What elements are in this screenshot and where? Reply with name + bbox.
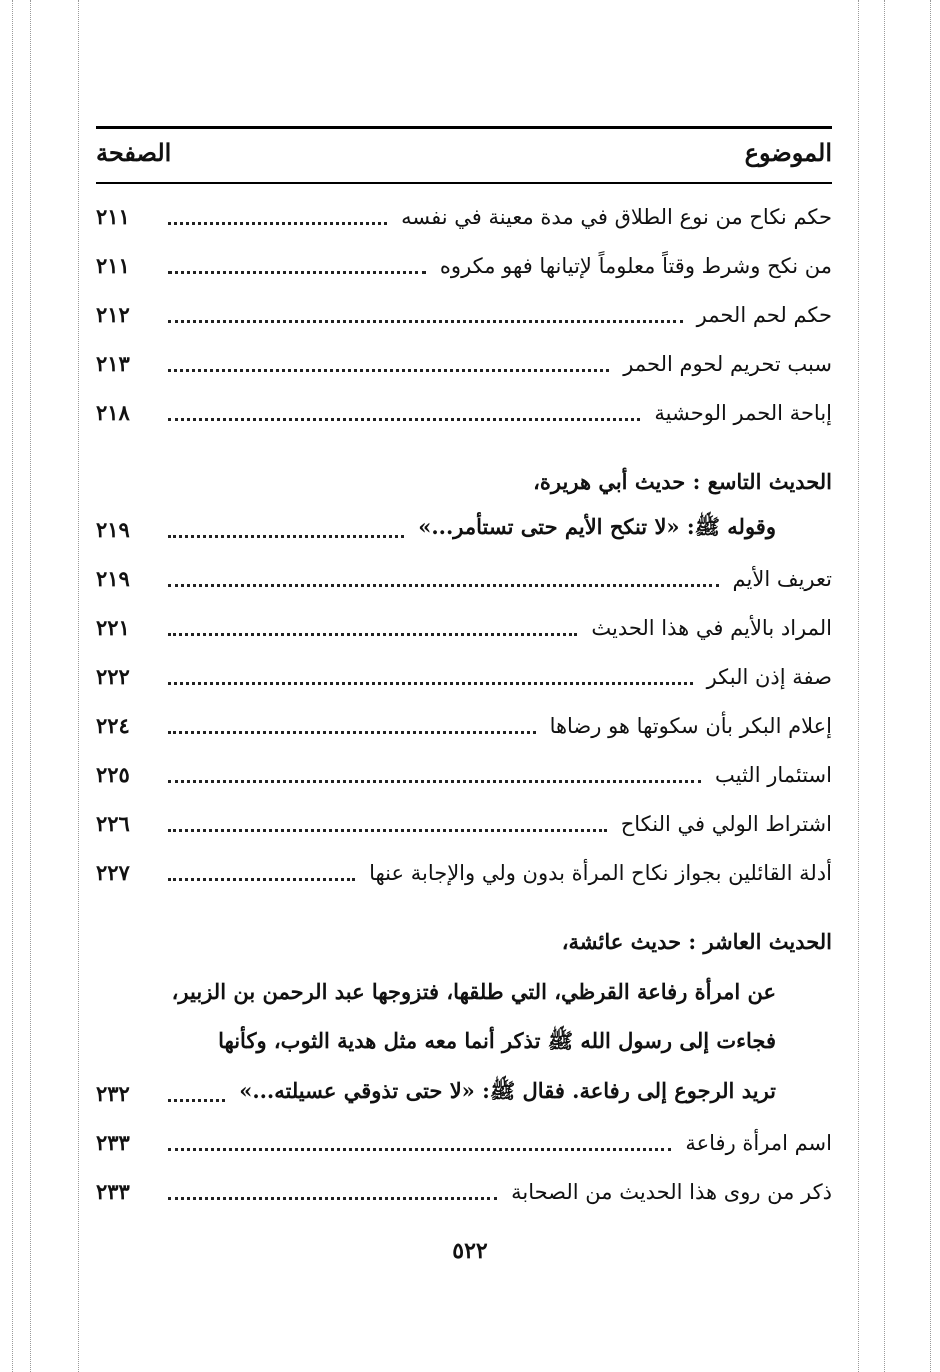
entry-title: المراد بالأيم في هذا الحديث (591, 615, 832, 640)
table-header (96, 138, 832, 178)
section-heading: الحديث التاسع : حديث أبي هريرة، (533, 468, 832, 494)
toc-entry (96, 701, 832, 750)
entry-page: ٢١٩ (96, 517, 130, 542)
top-rule (96, 126, 832, 129)
section-heading: الحديث العاشر : حديث عائشة، (561, 928, 832, 954)
hadith-text-line: فجاءت إلى رسول الله ﷺ تذكر أنما معه مثل هدية الثوب، وكأنها (218, 1027, 776, 1053)
toc-entry (96, 652, 832, 701)
section-gap (96, 437, 832, 457)
left-edge-dots (30, 0, 31, 1372)
entry-title: تريد الرجوع إلى رفاعة. فقال ﷺ: «لا حتى تذوقي عسيلته...» (239, 1078, 776, 1103)
toc-entry (96, 339, 832, 388)
entry-title: ذكر من روى هذا الحديث من الصحابة (511, 1179, 832, 1204)
entry-title: حكم نكاح من نوع الطلاق في مدة معينة في نفسه (401, 204, 832, 229)
entry-title: إباحة الحمر الوحشية (654, 400, 832, 425)
dot-leader (168, 208, 387, 225)
entry-page: ٢٢١ (96, 615, 130, 640)
entry-title: اسم امرأة رفاعة (685, 1130, 832, 1155)
entry-page: ٢٢٤ (96, 713, 130, 738)
dot-leader (168, 668, 693, 685)
toc-entry (96, 505, 832, 554)
entry-title: سبب تحريم لحوم الحمر (623, 351, 832, 376)
section-gap (96, 897, 832, 917)
entry-page: ٢١١ (96, 204, 130, 229)
dot-leader (168, 257, 426, 274)
entry-page: ٢٢٢ (96, 664, 130, 689)
page-number: ٥٢٢ (452, 1238, 488, 1264)
header-rule (96, 182, 832, 184)
toc-entry (96, 554, 832, 603)
entry-page: ٢١٩ (96, 566, 130, 591)
entry-page: ٢١١ (96, 253, 130, 278)
entry-page: ٢٣٣ (96, 1179, 130, 1204)
dot-leader (168, 815, 607, 832)
entry-page: ٢١٢ (96, 302, 130, 327)
toc-entry (96, 192, 832, 241)
toc-entry (96, 799, 832, 848)
toc-entry (96, 603, 832, 652)
entry-page: ٢٣٢ (96, 1081, 130, 1106)
dot-leader (168, 1134, 671, 1151)
dot-leader (168, 766, 701, 783)
dot-leader (168, 521, 404, 538)
entry-page: ٢١٨ (96, 400, 130, 425)
dot-leader (168, 1085, 225, 1102)
toc-entry (96, 241, 832, 290)
left-edge-dots (12, 0, 13, 1372)
toc-entry (96, 1069, 832, 1118)
toc-entry (96, 290, 832, 339)
toc-entry (96, 1118, 832, 1167)
entry-page: ٢٢٦ (96, 811, 130, 836)
right-edge-dots (930, 0, 931, 1372)
right-edge-dots (884, 0, 885, 1372)
entry-page: ٢٣٣ (96, 1130, 130, 1155)
page-column-header: الصفحة (96, 138, 172, 167)
entry-page: ٢٢٥ (96, 762, 130, 787)
entry-title: اشتراط الولي في النكاح (620, 811, 832, 836)
dot-leader (168, 619, 577, 636)
entry-title: من نكح وشرط وقتاً معلوماً لإتيانها فهو مكروه (439, 253, 832, 278)
toc-entry (96, 388, 832, 437)
toc-entry (96, 750, 832, 799)
entry-page: ٢٢٧ (96, 860, 130, 885)
entry-title: إعلام البكر بأن سكوتها هو رضاها (549, 713, 832, 738)
dot-leader (168, 1183, 497, 1200)
entry-title: أدلة القائلين بجواز نكاح المرأة بدون ولي والإجابة عنها (369, 860, 832, 885)
entry-title: تعريف الأيم (732, 566, 832, 591)
dot-leader (168, 404, 640, 421)
contents-entries (96, 192, 832, 1216)
hadith-text-line: عن امرأة رفاعة القرظي، التي طلقها، فتزوجها عبد الرحمن بن الزبير، (171, 978, 776, 1004)
topic-column-header: الموضوع (744, 138, 832, 167)
dot-leader (168, 355, 609, 372)
toc-entry (96, 1167, 832, 1216)
dot-leader (168, 717, 536, 734)
dot-leader (168, 306, 683, 323)
entry-title: حكم لحم الحمر (696, 302, 832, 327)
toc-entry (96, 848, 832, 897)
left-edge-dots (78, 0, 79, 1372)
dot-leader (168, 570, 719, 587)
entry-page: ٢١٣ (96, 351, 130, 376)
entry-title: استئمار الثيب (715, 762, 832, 787)
entry-title: وقوله ﷺ: «لا تنكح الأيم حتى تستأمر...» (418, 514, 776, 539)
right-edge-dots (858, 0, 859, 1372)
dot-leader (168, 864, 355, 881)
entry-title: صفة إذن البكر (706, 664, 832, 689)
